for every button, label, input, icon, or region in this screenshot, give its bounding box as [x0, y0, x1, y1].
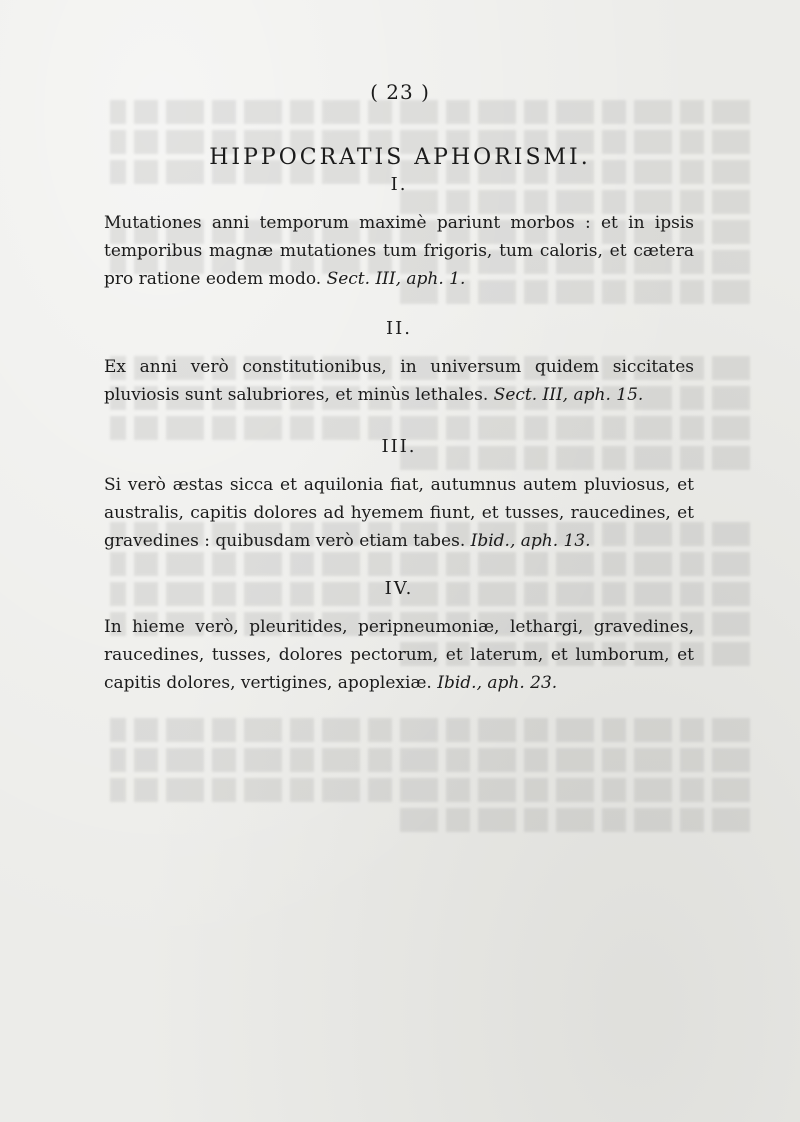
aphorism-1 — [104, 174, 694, 293]
aphorism-3 — [104, 436, 694, 555]
aphorism-numeral: IV. — [384, 578, 414, 599]
aphorism-text — [104, 209, 694, 293]
aphorism-body: In hieme verò, pleuritides, peripneumoniæ, lethargi, gravedines, raucedines, tusses, dolores pectorum, et laterum, et lumborum, et capitis dolores, vertigines, apoplexiæ. — [104, 617, 694, 693]
aphorism-4 — [104, 578, 694, 697]
aphorism-text — [104, 353, 694, 409]
aphorism-numeral: III. — [381, 436, 417, 457]
page-number: ( 23 ) — [370, 80, 430, 104]
aphorism-numeral: I. — [390, 174, 408, 195]
aphorism-numeral: II. — [386, 318, 412, 339]
aphorism-reference: Ibid., aph. 13. — [470, 531, 591, 551]
page-title: HIPPOCRATIS APHORISMI. — [209, 144, 591, 170]
aphorism-body: Mutationes anni temporum maximè pariunt morbos : et in ipsis temporibus magnæ mutationes tum frigoris, tum caloris, et cætera pro ratione eodem modo. — [104, 213, 694, 289]
aphorism-body: Ex anni verò constitutionibus, in universum quidem siccitates pluviosis sunt salubriores, et minùs lethales. — [104, 357, 694, 405]
aphorism-reference: Ibid., aph. 23. — [437, 673, 558, 693]
aphorism-reference: Sect. III, aph. 1. — [326, 269, 466, 289]
aphorism-text — [104, 471, 694, 555]
aphorism-2 — [104, 318, 694, 409]
aphorism-text — [104, 613, 694, 697]
aphorism-body: Si verò æstas sicca et aquilonia fiat, autumnus autem pluviosus, et australis, capitis dolores ad hyemem fiunt, et tusses, raucedines, et gravedines : quibusdam verò etiam tabes. — [104, 475, 694, 551]
aphorism-reference: Sect. III, aph. 15. — [493, 385, 644, 405]
